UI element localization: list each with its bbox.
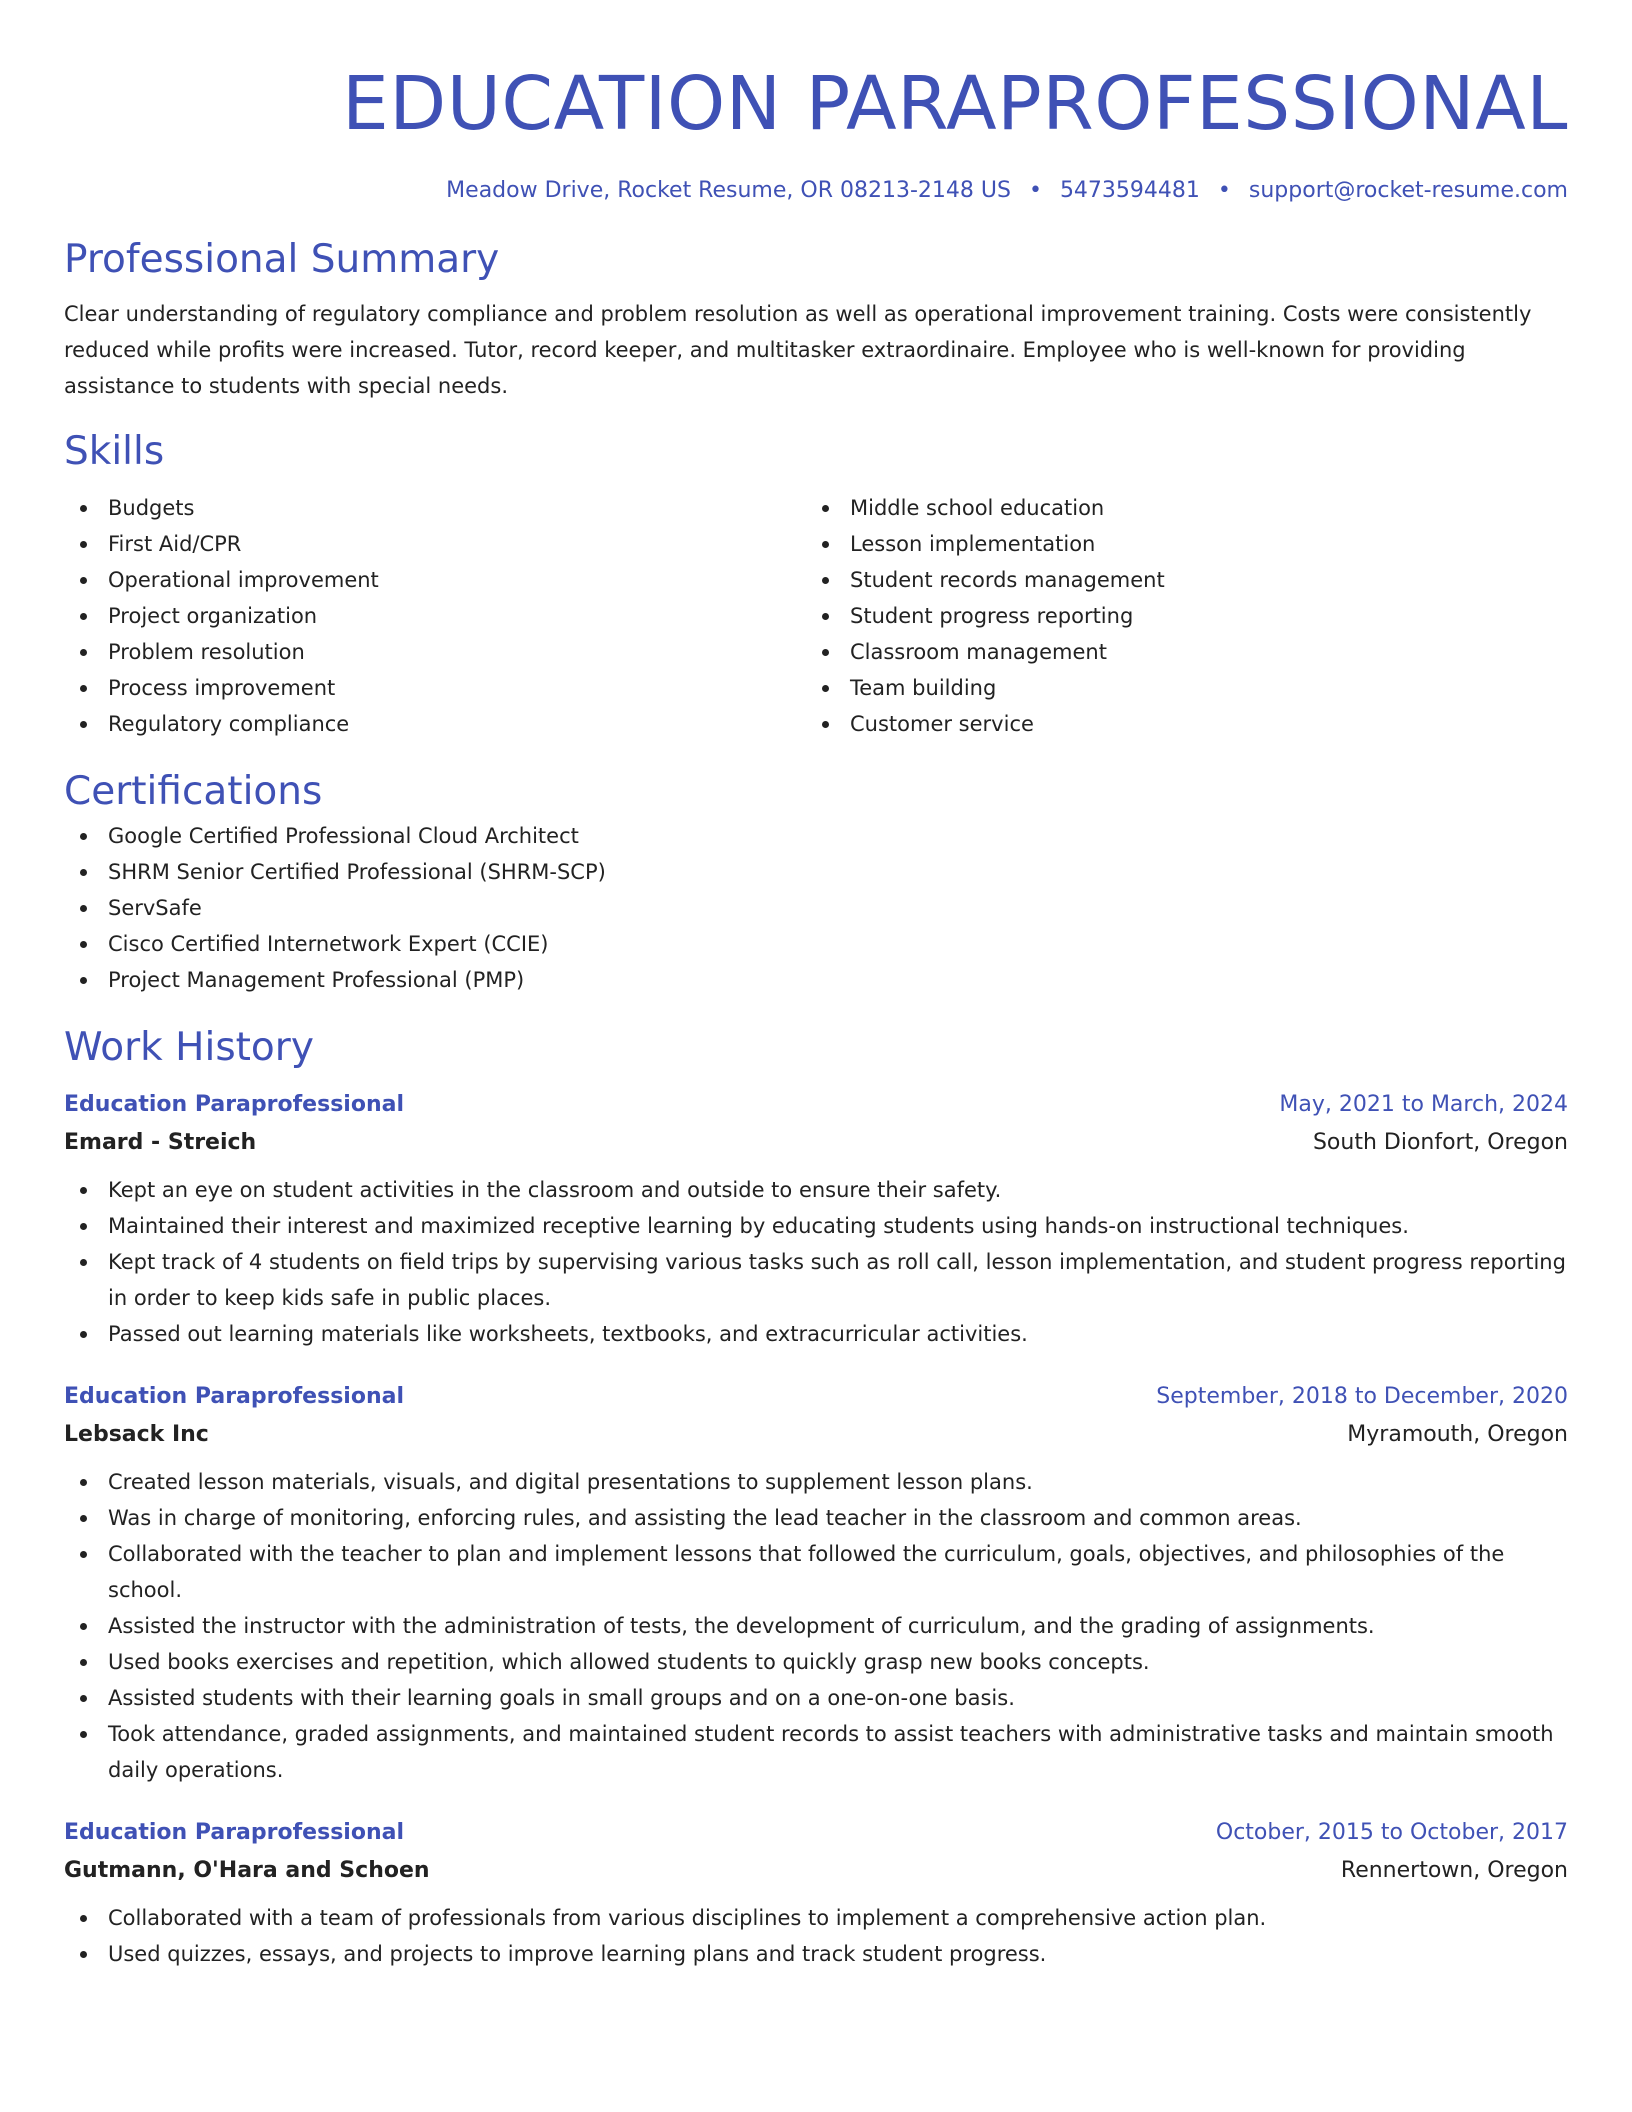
job-company: Gutmann, O'Hara and Schoen <box>64 1858 430 1883</box>
skill-item: Student records management <box>806 562 1548 598</box>
job-bullet: Used books exercises and repetition, which allowed students to quickly grasp new books concepts. <box>64 1644 1568 1680</box>
job-dates: October, 2015 to October, 2017 <box>1215 1820 1568 1845</box>
job-bullet: Collaborated with the teacher to plan and implement lessons that followed the curriculum, goals, objectives, and philosophies of the school. <box>64 1536 1568 1608</box>
job-bullet: Collaborated with a team of professionals from various disciplines to implement a comprehensive action plan. <box>64 1900 1568 1936</box>
contact-address: Meadow Drive, Rocket Resume, OR 08213-2148 US <box>446 178 1011 203</box>
skill-item: Operational improvement <box>64 562 806 598</box>
job-bullet: Was in charge of monitoring, enforcing rules, and assisting the lead teacher in the classroom and common areas. <box>64 1500 1568 1536</box>
job-entry <box>64 1378 1568 1788</box>
skill-item: First Aid/CPR <box>64 526 806 562</box>
job-bullet: Used quizzes, essays, and projects to improve learning plans and track student progress. <box>64 1936 1568 1972</box>
certifications-section-title: Certifications <box>64 769 323 814</box>
contact-phone: 5473594481 <box>1059 178 1200 203</box>
skill-item: Middle school education <box>806 490 1548 526</box>
summary-section-title: Professional Summary <box>64 237 500 282</box>
job-title: Education Paraprofessional <box>64 1384 404 1409</box>
job-bullet: Kept an eye on student activities in the classroom and outside to ensure their safety. <box>64 1172 1568 1208</box>
job-header-row <box>64 1814 1568 1852</box>
job-dates: September, 2018 to December, 2020 <box>1156 1384 1568 1409</box>
job-company: Lebsack Inc <box>64 1422 209 1447</box>
job-header-row <box>64 1378 1568 1416</box>
job-company-row <box>64 1852 1568 1890</box>
job-header-row <box>64 1086 1568 1124</box>
job-bullet: Took attendance, graded assignments, and maintained student records to assist teachers with administrative tasks and maintain smooth daily operations. <box>64 1716 1568 1788</box>
resume-name-heading: EDUCATION PARAPROFESSIONAL <box>342 61 1568 147</box>
resume-page <box>64 0 1568 1972</box>
skill-item: Regulatory compliance <box>64 706 806 742</box>
job-bullets <box>64 1464 1568 1788</box>
skill-item: Project organization <box>64 598 806 634</box>
job-company-row <box>64 1416 1568 1454</box>
job-bullets <box>64 1900 1568 1972</box>
job-bullets <box>64 1172 1568 1352</box>
skills-column-left <box>64 490 806 742</box>
contact-email: support@rocket-resume.com <box>1248 178 1568 203</box>
skills-list-left <box>64 490 806 742</box>
skill-item: Budgets <box>64 490 806 526</box>
skill-item: Team building <box>806 670 1548 706</box>
job-bullet: Kept track of 4 students on field trips by supervising various tasks such as roll call, lesson implementation, and student progress reporting in order to keep kids safe in public places. <box>64 1244 1568 1316</box>
work-history-section-title: Work History <box>64 1025 314 1070</box>
skill-item: Student progress reporting <box>806 598 1548 634</box>
skills-section-title: Skills <box>64 429 165 474</box>
job-bullet: Maintained their interest and maximized receptive learning by educating students using hands-on instructional techniques. <box>64 1208 1568 1244</box>
job-bullet: Passed out learning materials like worksheets, textbooks, and extracurricular activities. <box>64 1316 1568 1352</box>
job-entry <box>64 1086 1568 1352</box>
summary-text: Clear understanding of regulatory compliance and problem resolution as well as operational improvement training. Costs were consistently reduced while profits were increased. Tutor, record keeper, and multitasker extraordinaire. Employee who is well-known for providing assistance to students with special needs. <box>64 302 1532 398</box>
job-company-row <box>64 1124 1568 1162</box>
job-bullet: Assisted the instructor with the administration of tests, the development of curriculum, and the grading of assignments. <box>64 1608 1568 1644</box>
skill-item: Lesson implementation <box>806 526 1548 562</box>
job-title: Education Paraprofessional <box>64 1092 404 1117</box>
job-location: Rennertown, Oregon <box>1340 1858 1568 1883</box>
skills-column-right <box>806 490 1548 742</box>
skill-item: Problem resolution <box>64 634 806 670</box>
skill-item: Customer service <box>806 706 1548 742</box>
certifications-list <box>64 818 1568 998</box>
certification-item: Cisco Certified Internetwork Expert (CCIE) <box>64 926 1568 962</box>
contact-separator: • <box>1028 178 1042 203</box>
contact-separator: • <box>1217 178 1231 203</box>
certification-item: Project Management Professional (PMP) <box>64 962 1568 998</box>
certification-item: SHRM Senior Certified Professional (SHRM-SCP) <box>64 854 1568 890</box>
contact-line <box>64 176 1568 206</box>
certification-item: Google Certified Professional Cloud Architect <box>64 818 1568 854</box>
job-dates: May, 2021 to March, 2024 <box>1279 1092 1568 1117</box>
job-entry <box>64 1814 1568 1972</box>
skills-columns <box>64 490 1568 742</box>
job-location: South Dionfort, Oregon <box>1312 1130 1568 1155</box>
job-company: Emard - Streich <box>64 1130 257 1155</box>
job-bullet: Created lesson materials, visuals, and digital presentations to supplement lesson plans. <box>64 1464 1568 1500</box>
skills-list-right <box>806 490 1548 742</box>
skill-item: Classroom management <box>806 634 1548 670</box>
skill-item: Process improvement <box>64 670 806 706</box>
job-bullet: Assisted students with their learning goals in small groups and on a one-on-one basis. <box>64 1680 1568 1716</box>
certification-item: ServSafe <box>64 890 1568 926</box>
job-title: Education Paraprofessional <box>64 1820 404 1845</box>
job-location: Myramouth, Oregon <box>1347 1422 1568 1447</box>
